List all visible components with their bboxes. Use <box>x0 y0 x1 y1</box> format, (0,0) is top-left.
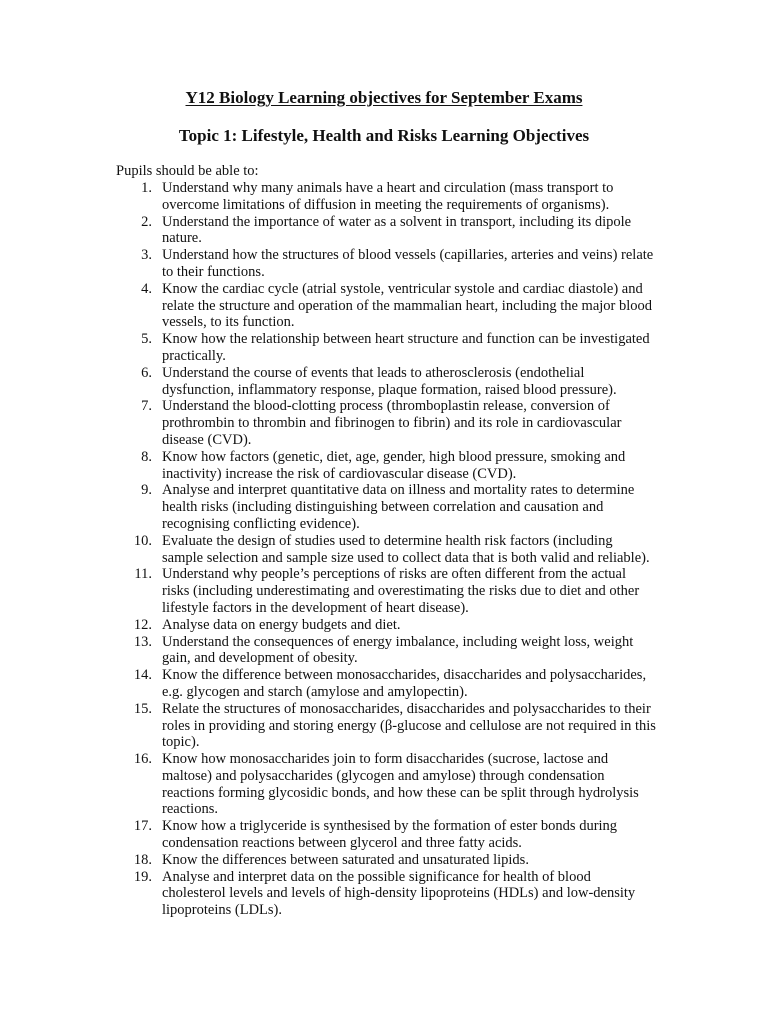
objective-item <box>116 667 656 701</box>
objective-text: Analyse and interpret data on the possible significance for health of blood cholesterol levels and levels of high-density lipoproteins (HDLs) and low-density lipoproteins (LDLs). <box>162 868 636 919</box>
objective-text: Know how a triglyceride is synthesised by the formation of ester bonds during condensation reactions between glycerol and three fatty acids. <box>162 818 618 852</box>
objective-item <box>116 180 656 214</box>
objective-text: Analyse data on energy budgets and diet. <box>162 616 401 633</box>
objective-item <box>116 634 656 668</box>
objective-item <box>116 869 656 919</box>
objective-number: 15. <box>133 700 152 717</box>
document-title: Y12 Biology Learning objectives for September Exams <box>185 88 583 107</box>
objective-text: Know how monosaccharides join to form disaccharides (sucrose, lactose and maltose) and polysaccharides (glycogen and amylose) through condensation reactions forming glycosidic bonds, and how these can be split through hydrolysis reactions. <box>162 751 639 818</box>
objective-item <box>116 818 656 852</box>
objective-number: 18. <box>133 851 152 868</box>
objective-number: 2. <box>141 213 152 230</box>
objective-number: 7. <box>141 398 152 415</box>
objective-number: 11. <box>134 566 152 583</box>
objective-text: Understand the consequences of energy imbalance, including weight loss, weight gain, and development of obesity. <box>162 633 634 667</box>
topic-title: Topic 1: Lifestyle, Health and Risks Learning Objectives <box>178 126 590 145</box>
objective-item <box>116 482 656 532</box>
objectives-list <box>116 180 656 919</box>
objective-text: Understand the blood-clotting process (thromboplastin release, conversion of prothrombin to thrombin and fibrinogen to fibrin) and its role in cardiovascular disease (CVD). <box>162 398 622 448</box>
objective-item <box>116 751 656 818</box>
objective-item <box>116 331 656 365</box>
objective-number: 4. <box>141 280 152 297</box>
intro-text: Pupils should be able to: <box>116 163 259 179</box>
objective-number: 19. <box>133 868 152 885</box>
objective-number: 13. <box>133 633 152 650</box>
objective-number: 17. <box>133 818 152 835</box>
objective-item <box>116 398 656 448</box>
objective-text: Know how the relationship between heart structure and function can be investigated practically. <box>162 331 650 364</box>
objective-number: 12. <box>133 616 152 633</box>
objective-number: 10. <box>133 532 152 549</box>
objective-number: 5. <box>141 331 152 348</box>
objective-item <box>116 533 656 567</box>
objective-number: 16. <box>133 751 152 768</box>
objective-text: Understand the course of events that leads to atherosclerosis (endothelial dysfunction, inflammatory response, plaque formation, raised blood pressure). <box>162 364 617 398</box>
objective-text: Know the differences between saturated and unsaturated lipids. <box>162 851 529 868</box>
objective-number: 6. <box>141 364 152 381</box>
objective-item <box>116 852 656 869</box>
objective-item <box>116 449 656 483</box>
objective-item <box>116 247 656 281</box>
objective-text: Understand how the structures of blood vessels (capillaries, arteries and veins) relate to their functions. <box>162 247 654 280</box>
objective-number: 1. <box>141 180 152 196</box>
objective-item <box>116 365 656 399</box>
objective-text: Evaluate the design of studies used to determine health risk factors (including sample selection and sample size used to collect data that is both valid and reliable). <box>162 532 650 566</box>
objective-text: Know the cardiac cycle (atrial systole, ventricular systole and cardiac diastole) and relate the structure and operation of the mammalian heart, including the major blood vessels, to its function. <box>162 280 653 331</box>
objective-text: Analyse and interpret quantitative data on illness and mortality rates to determine health risks (including distinguishing between correlation and causation and recognising conflicting evidence). <box>162 482 635 532</box>
objective-number: 9. <box>141 482 152 499</box>
objective-text: Understand why people’s perceptions of risks are often different from the actual risks (including underestimating and overestimating the risks due to diet and other lifestyle factors in the development of heart disease). <box>162 566 640 616</box>
objective-text: Understand the importance of water as a solvent in transport, including its dipole nature. <box>162 213 632 247</box>
objective-text: Know how factors (genetic, diet, age, gender, high blood pressure, smoking and inactivity) increase the risk of cardiovascular disease (CVD). <box>162 448 626 482</box>
objective-text: Understand why many animals have a heart and circulation (mass transport to overcome limitations of diffusion in meeting the requirements of organisms). <box>162 180 614 213</box>
objective-item <box>116 701 656 751</box>
objective-item <box>116 566 656 616</box>
objective-number: 3. <box>141 247 152 264</box>
objective-number: 8. <box>141 448 152 465</box>
objective-text: Know the difference between monosaccharides, disaccharides and polysaccharides, e.g. glycogen and starch (amylose and amylopectin). <box>162 667 647 700</box>
objective-item <box>116 281 656 331</box>
objective-item <box>116 214 656 248</box>
objective-number: 14. <box>133 667 152 684</box>
objective-text: Relate the structures of monosaccharides, disaccharides and polysaccharides to their roles in providing and storing energy (β-glucose and cellulose are not required in this topic). <box>162 700 656 751</box>
objective-item <box>116 617 656 634</box>
